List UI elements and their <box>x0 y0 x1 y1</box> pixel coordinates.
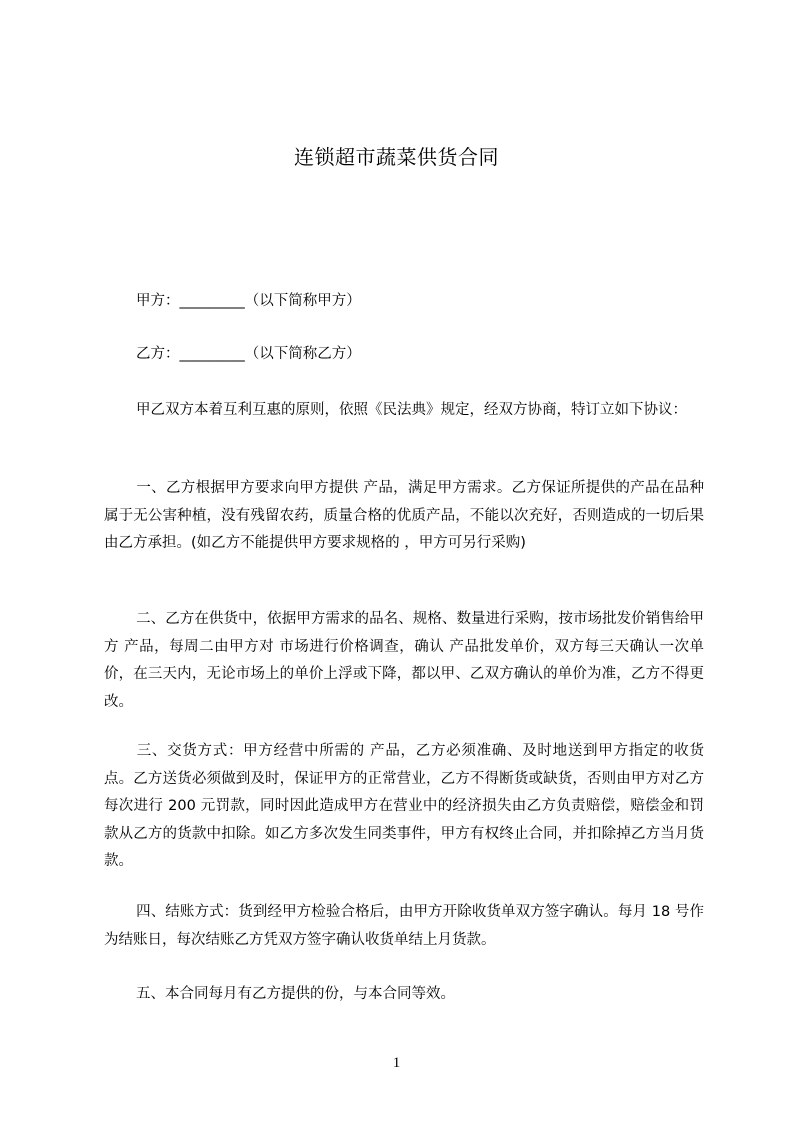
party-a-line: 甲方：_________（以下简称甲方） <box>136 293 361 309</box>
clause-3-text: 三、交货方式：甲方经营中所需的 产品，乙方必须准确、及时地送到甲方指定的收货点。乙方送货必须做到及时，保证甲方的正常营业，乙方不得断货或缺货，否则由甲方对乙方每次进行 200 元罚款，同时因此造成甲方在营业中的经济损失由乙方负责赔偿，赔偿金和罚款从乙方的货款中扣除。如乙方多次发生同类事件，甲方有权终止合同，并扣除掉乙方当月货款。 <box>104 743 704 869</box>
clause-1-text: 一、乙方根据甲方要求向甲方提供 产品，满足甲方需求。乙方保证所提供的产品在品种属于无公害种植，没有残留农药，质量合格的优质产品，不能以次充好，否则造成的一切后果由乙方承担。(如乙方不能提供甲方要求规格的 ，甲方可另行采购) <box>104 480 704 551</box>
contract-title: 连锁超市蔬菜供货合同 <box>294 145 499 169</box>
party-b-line: 乙方：_________（以下简称乙方） <box>136 346 361 362</box>
clause-2-text: 二、乙方在供货中，依据甲方需求的品名、规格、数量进行采购，按市场批发价销售给甲方 产品，每周二由甲方对 市场进行价格调查，确认 产品批发单价，双方每三天确认一次单价，在三天内，无论市场上的单价上浮或下降，都以甲、乙双方确认的单价为准，乙方不得更改。 <box>104 611 704 710</box>
clause-4-paragraph <box>104 899 704 954</box>
page-number: 1 <box>392 1055 401 1071</box>
clause-4-text: 四、结账方式：货到经甲方检验合格后，由甲方开除收货单双方签字确认。每月 18 号作为结账日，每次结账乙方凭双方签字确认收货单结上月货款。 <box>104 904 704 948</box>
preamble-text: 甲乙双方本着互利互惠的原则，依照《民法典》规定，经双方协商，特订立如下协议： <box>136 402 687 418</box>
clause-2-paragraph <box>104 606 704 716</box>
clause-1-paragraph <box>104 475 704 558</box>
preamble-paragraph <box>104 397 704 425</box>
clause-3-paragraph <box>104 738 704 876</box>
clause-5-paragraph <box>104 981 704 1009</box>
clause-5-text: 五、本合同每月有乙方提供的份，与本合同等效。 <box>136 986 455 1002</box>
